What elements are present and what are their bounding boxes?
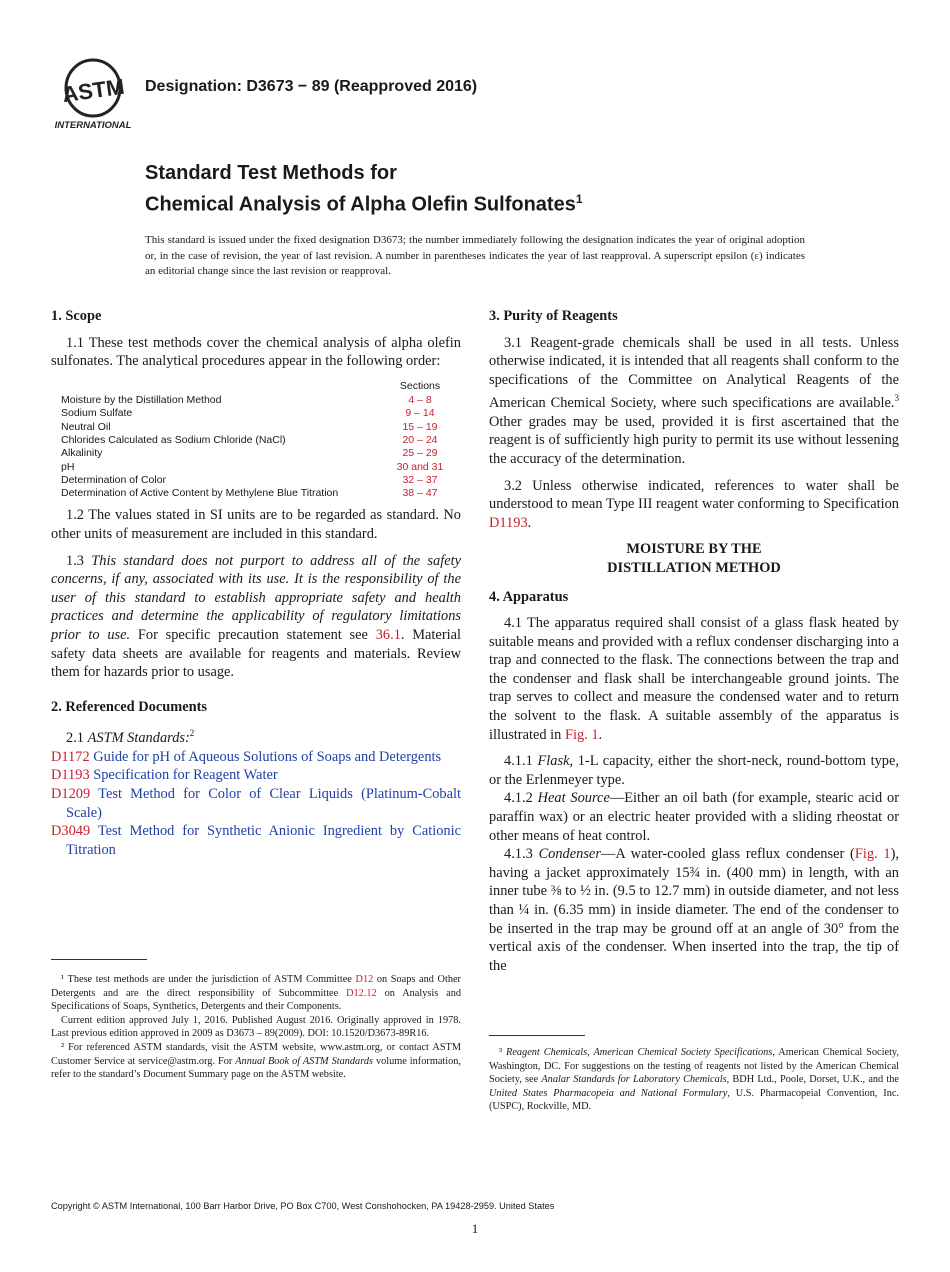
para-4-1-2 — [489, 789, 899, 845]
right-column — [489, 307, 899, 975]
reference-item — [51, 748, 461, 767]
reference-code-link[interactable]: D1193 — [51, 767, 90, 784]
astm-logo-icon — [52, 58, 134, 132]
section-36-1-link[interactable]: 36.1 — [375, 627, 401, 644]
title-line-2-text: Chemical Analysis of Alpha Olefin Sulfonates — [145, 193, 576, 216]
para-4-1-text-b: . — [598, 726, 603, 743]
para-4-1-1-text: 1-L capacity, either the short-neck, round-bottom type, or the Erlenmeyer type. — [489, 753, 899, 788]
para-2-1 — [51, 724, 461, 747]
para-1-3-number: 1.3 — [66, 552, 92, 569]
table-row — [61, 461, 461, 474]
para-1-2: 1.2 The values stated in SI units are to be regarded as standard. No other units of measurement are included in this standard. — [51, 507, 461, 543]
para-1-3-text-b: . Material safety data sheets are available for reagents and materials. Review them for hazards prior to usage. — [51, 627, 461, 681]
footnote-mark-2: 2 — [189, 728, 195, 739]
table-cell-sections[interactable]: 20 – 24 — [402, 433, 438, 446]
table-cell-sections[interactable]: 15 – 19 — [402, 420, 438, 433]
footnote-3-text-b: , BDH Ltd., Poole, Dorset, U.K., and the — [726, 1074, 899, 1086]
para-4-1-3 — [489, 845, 899, 975]
footnote-1-text-a: ¹ These test methods are under the jurisdiction of ASTM Committee — [61, 974, 356, 985]
apparatus-heading: 4. Apparatus — [489, 588, 569, 605]
subcommittee-d12-12-link[interactable]: D12.12 — [346, 987, 377, 999]
para-3-1 — [489, 334, 899, 469]
svg-text:ASTM: ASTM — [60, 73, 126, 108]
para-4-1-2-text: —Either an oil bath (for example, stearic acid or paraffin wax) or an electric heater provided with a sliding rheostat or other means of heat control. — [489, 790, 899, 844]
para-3-2-text-b: . — [527, 514, 532, 531]
footnote-rule-right — [489, 1035, 585, 1036]
moisture-section-heading: MOISTURE BY THE DISTILLATION METHOD — [607, 541, 781, 576]
table-cell-name: Alkalinity — [61, 447, 103, 460]
scope-heading: 1. Scope — [51, 308, 102, 324]
para-3-2 — [489, 477, 899, 533]
para-4-1-3-text-a: —A water-cooled glass reflux condenser ( — [600, 846, 855, 863]
table-row — [61, 434, 461, 447]
table-cell-sections[interactable]: 25 – 29 — [402, 447, 438, 460]
para-1-3 — [51, 552, 461, 682]
para-3-2-text-a: 3.2 Unless otherwise indicated, references to water shall be understood to mean Type III reagent water conforming to Specification — [489, 477, 899, 513]
sections-header: Sections — [399, 379, 441, 392]
footnote-rule-left — [51, 959, 147, 960]
footnote-3 — [489, 1046, 899, 1114]
footnote-3-mark: ³ — [499, 1047, 507, 1058]
title-line-1: Standard Test Methods for — [145, 162, 397, 184]
title-line-2 — [145, 186, 583, 218]
table-cell-sections[interactable]: 4 – 8 — [408, 394, 432, 407]
condenser-label: Condenser — [538, 846, 601, 863]
table-row — [61, 407, 461, 420]
footnote-mark-3: 3 — [894, 393, 899, 404]
committee-d12-link[interactable]: D12 — [355, 974, 374, 985]
designation: Designation: D3673 − 89 (Reapproved 2016) — [145, 78, 478, 95]
page-title — [145, 160, 583, 218]
reference-title[interactable]: Test Method for Color of Clear Liquids (Platinum-Cobalt Scale) — [66, 785, 461, 821]
astm-standards-label: ASTM Standards: — [87, 730, 190, 747]
footnotes-right — [489, 1046, 899, 1114]
left-column — [51, 307, 461, 859]
referenced-documents-heading: 2. Referenced Documents — [51, 698, 207, 715]
footnote-3-italic-1: Reagent Chemicals, American Chemical Society Specifications — [506, 1047, 773, 1058]
footnote-3-italic-3: United States Pharmacopeia and National Formulary — [489, 1087, 728, 1099]
table-row — [61, 474, 461, 487]
purity-heading: 3. Purity of Reagents — [489, 308, 618, 324]
table-row — [61, 447, 461, 460]
footnote-1-text-c: on Analysis and Specifications of Soaps, Synthetics, Detergents and their Components. — [51, 987, 461, 1013]
reference-code-link[interactable]: D3049 — [51, 823, 91, 840]
para-4-1-1 — [489, 752, 899, 789]
fig-1-link[interactable]: Fig. 1 — [854, 846, 891, 863]
footnote-2 — [51, 1041, 461, 1082]
d1193-link[interactable]: D1193 — [489, 514, 528, 531]
table-row — [61, 487, 461, 500]
reference-item — [51, 785, 461, 822]
reference-code-link[interactable]: D1172 — [51, 748, 90, 765]
footnotes-left — [51, 973, 461, 1082]
reference-title[interactable]: Specification for Reagent Water — [89, 767, 278, 784]
reference-title[interactable]: Guide for pH of Aqueous Solutions of Soaps and Detergents — [89, 748, 442, 765]
intro-statement: This standard is issued under the fixed designation D3673; the number immediately following the designation indicates the year of original adoption or, in the case of revision, the year of last revision. A number in parentheses indicates the year of last reapproval. A superscript epsilon (ε) indicates an editorial change since the last revision or reapproval. — [145, 234, 805, 277]
reference-item — [51, 822, 461, 859]
para-4-1-3-number: 4.1.3 — [504, 846, 539, 863]
footnote-3-italic-2: Analar Standards for Laboratory Chemicals — [541, 1074, 727, 1086]
para-3-1-text-b: Other grades may be used, provided it is first ascertained that the reagent is of sufficiently high purity to permit its use without lessening the accuracy of the determination. — [489, 413, 899, 467]
para-4-1 — [489, 614, 899, 744]
table-cell-sections[interactable]: 9 – 14 — [405, 407, 435, 420]
footnote-1 — [51, 973, 461, 1014]
table-cell-name: Determination of Color — [61, 473, 167, 486]
safety-statement: This standard does not purport to address all of the safety concerns, if any, associated with its use. It is the responsibility of the user of this standard to establish appropriate safety and health practices and determine the applicability of regulatory limitations prior to use. — [51, 552, 461, 644]
annual-book-title: Annual Book of ASTM Standards — [235, 1055, 373, 1067]
flask-label: Flask, — [537, 753, 574, 770]
footnote-3-text-a: , American Chemical Society, Washington, DC. For suggestions on the testing of reagents not listed by the American Chemical Society, see — [489, 1047, 899, 1086]
reference-item — [51, 766, 461, 785]
para-4-1-2-number: 4.1.2 — [504, 790, 538, 807]
logo-text: INTERNATIONAL — [54, 120, 132, 131]
para-2-1-number: 2.1 — [66, 730, 88, 747]
para-4-1-1-number: 4.1.1 — [504, 753, 538, 770]
table-cell-name: Determination of Active Content by Methylene Blue Titration — [61, 487, 339, 500]
table-cell-name: Sodium Sulfate — [61, 407, 133, 420]
footnote-current-edition: Current edition approved July 1, 2016. Published August 2016. Originally approved in 1978. Last previous edition approved in 2009 as D3673 – 89(2009). DOI: 10.1520/D3673-89R16. — [51, 1014, 461, 1040]
para-1-3-text-a: For specific precaution statement see — [130, 627, 376, 644]
table-cell-name: pH — [61, 460, 75, 473]
page-number: 1 — [471, 1221, 479, 1236]
table-cell-sections[interactable]: 32 – 37 — [402, 473, 438, 486]
table-cell-name: Moisture by the Distillation Method — [61, 394, 222, 407]
reference-title[interactable]: Test Method for Synthetic Anionic Ingredient by Cationic Titration — [66, 823, 461, 858]
title-footnote-mark: 1 — [575, 192, 583, 206]
table-cell-sections[interactable]: 30 and 31 — [396, 460, 444, 473]
para-1-1: 1.1 These test methods cover the chemical analysis of alpha olefin sulfonates. The analytical procedures appear in the following order: — [51, 334, 461, 370]
footnote-2-text-a: ² For referenced ASTM standards, visit the ASTM website, www.astm.org, or contact ASTM Customer Service at service@astm.org. For — [51, 1041, 461, 1067]
table-row — [61, 421, 461, 434]
para-4-1-text-a: 4.1 The apparatus required shall consist of a glass flask heated by suitable means and provided with a reflux condenser discharging into a trap and connected to the flask. The connections between the trap and the condenser and flask shall be interchangeable ground joints. The trap serves to collect and measure the condensed water and to return the solvent to the flask. A suitable assembly of the apparatus is illustrated in — [489, 615, 899, 743]
para-4-1-3-text-b: ), having a jacket approximately 15¾ in. (400 mm) in length, with an inner tube ⅜ to ½ in. (9.5 to 12.7 mm) in outside diameter, and not less than ¼ in. (6.35 mm) in inside diameter. The end of the condenser to be inserted in the trap may be ground off at an angle of 30° from the vertical axis of the condenser. When inserted into the trap, the tip of the — [489, 846, 899, 974]
table-cell-name: Neutral Oil — [61, 420, 111, 433]
astm-logo — [52, 58, 134, 132]
fig-1-link[interactable]: Fig. 1 — [564, 726, 599, 743]
footnote-2-text-b: volume information, refer to the standard’s Document Summary page on the ASTM website. — [51, 1055, 461, 1081]
table-cell-sections[interactable]: 38 – 47 — [402, 487, 438, 500]
copyright-notice: Copyright © ASTM International, 100 Barr Harbor Drive, PO Box C700, West Conshohocken, PA 19428-2959. United States — [51, 1201, 555, 1211]
table-row — [61, 394, 461, 407]
footnote-3-text-c: , U.S. Pharmacopeial Convention, Inc. (USPC), Rockville, MD. — [489, 1087, 899, 1113]
reference-code-link[interactable]: D1209 — [51, 785, 91, 802]
footnote-1-text-b: on Soaps and Other Detergents and are the direct responsibility of Subcommittee — [51, 974, 461, 999]
para-3-1-text-a: 3.1 Reagent-grade chemicals shall be used in all tests. Unless otherwise indicated, it is intended that all reagents shall conform to the specifications of the Committee on Analytical Reagents of the American Chemical Society, where such specifications are available. — [489, 334, 899, 412]
sections-table — [61, 379, 461, 501]
heat-source-label: Heat Source — [537, 790, 610, 807]
table-cell-name: Chlorides Calculated as Sodium Chloride (NaCl) — [61, 433, 286, 446]
